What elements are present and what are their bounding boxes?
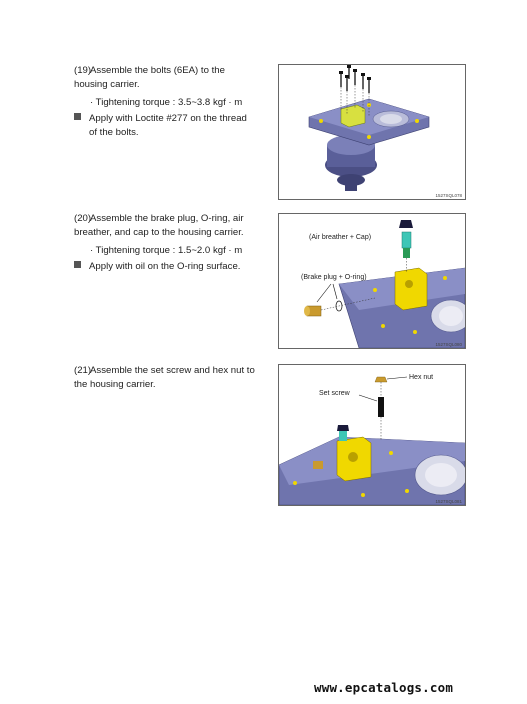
step-text: Assemble the bolts (6EA) to the housing carrier. xyxy=(74,65,225,90)
square-bullet-icon xyxy=(74,261,81,268)
bolts-assembly-illustration xyxy=(279,65,465,199)
footer-url[interactable]: www.epcatalogs.com xyxy=(314,680,454,695)
figure-21 xyxy=(278,364,466,506)
note-text: Apply with oil on the O-ring surface. xyxy=(89,261,241,272)
figure-code: 1527SQL080 xyxy=(435,342,462,347)
step-number: (19) xyxy=(74,65,92,76)
brake-plug-label: (Brake plug + O-ring) xyxy=(301,274,367,281)
figure-code: 1527SQL081 xyxy=(435,499,462,504)
note xyxy=(74,112,256,140)
note-text: Apply with Loctite #277 on the thread of the bolts. xyxy=(89,113,247,138)
step-number: (20) xyxy=(74,213,92,224)
set-screw-illustration xyxy=(279,365,465,505)
step-title xyxy=(74,64,256,92)
figure-19 xyxy=(278,64,466,200)
step-19 xyxy=(74,64,256,142)
hex-nut-label: Hex nut xyxy=(409,374,434,381)
set-screw-label: Set screw xyxy=(319,390,350,397)
step-number: (21) xyxy=(74,365,92,376)
step-20 xyxy=(74,212,256,276)
brake-plug-illustration xyxy=(279,214,465,348)
square-bullet-icon xyxy=(74,113,81,120)
step-text: Assemble the set screw and hex nut to the housing carrier. xyxy=(74,365,255,390)
step-title xyxy=(74,364,256,392)
note xyxy=(74,260,256,274)
step-title xyxy=(74,212,256,240)
torque-spec: · Tightening torque : 3.5~3.8 kgf · m xyxy=(90,97,243,108)
figure-20 xyxy=(278,213,466,349)
figure-code: 1527SQL078 xyxy=(435,193,462,198)
step-text: Assemble the brake plug, O-ring, air breather, and cap to the housing carrier. xyxy=(74,213,244,238)
air-breather-label: (Air breather + Cap) xyxy=(309,234,372,241)
step-21 xyxy=(74,364,256,396)
torque-spec: · Tightening torque : 1.5~2.0 kgf · m xyxy=(90,245,243,256)
